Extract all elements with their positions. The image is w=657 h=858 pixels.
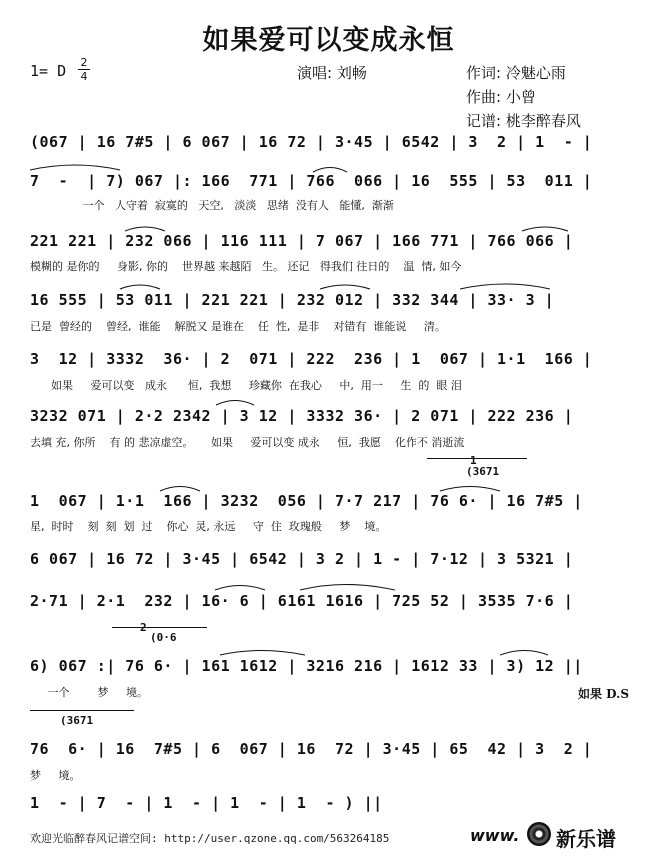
score-line-7-notes: 1 067 | 1·1 166 | 3232 056 | 7·7 217 | 76 6· | 16 7#5 | xyxy=(30,492,583,510)
song-title: 如果爱可以变成永恒 xyxy=(202,25,455,56)
slur-10 xyxy=(440,487,500,492)
score-line-6-lyrics: 去填 充, 你所 有 的 悲凉虚空。 如果 爱可以变 成永 恒, 我愿 化作不 消逝流 xyxy=(30,436,465,449)
score-line-4-lyrics: 已是 曾经的 曾经, 谁能 解脱又 是谁在 任 性, 是非 对错有 谁能说 清。 xyxy=(30,320,446,333)
slur-6 xyxy=(320,285,370,289)
time-signature xyxy=(78,57,90,82)
score-line-10-lyrics: 一个 梦 境。 xyxy=(30,686,148,699)
score-line-3-lyrics: 模糊的 是你的 身影, 你的 世界越 来越陌 生。 还记 得我们 往日的 温 情, 如今 xyxy=(30,260,462,273)
ending-bracket-3 xyxy=(30,710,134,711)
transcriber-credit: 记谱: 桃李醉春风 xyxy=(466,112,581,130)
slur-3 xyxy=(125,227,165,231)
slur-7 xyxy=(460,284,550,289)
score-line-12-notes: 1 - | 7 - | 1 - | 1 - | 1 - ) || xyxy=(30,794,383,812)
ending-1-label: 1 xyxy=(470,454,477,467)
slur-4 xyxy=(522,227,568,231)
record-disc-icon xyxy=(527,822,551,846)
ending-bracket-2 xyxy=(112,627,207,628)
lyricist-credit: 作词: 冷魅心雨 xyxy=(466,64,566,82)
score-line-2-notes: 7 - | 7) 067 |: 166 771 | 766 066 | 16 555 | 53 011 | xyxy=(30,172,593,190)
ending-2-label: 2 xyxy=(140,621,147,634)
ds-marking: 如果 D.S xyxy=(578,687,630,701)
score-line-9-notes: 2·71 | 2·1 232 | 16· 6 | 6161 1616 | 725 52 | 3535 7·6 | xyxy=(30,592,574,610)
score-line-2-lyrics: 一个 人守着 寂寞的 天空, 淡淡 思绪 没有人 能懂, 渐渐 xyxy=(30,199,394,212)
time-signature-top: 2 xyxy=(80,56,88,69)
score-line-11-notes: 76 6· | 16 7#5 | 6 067 | 16 72 | 3·45 | 65 42 | 3 2 | xyxy=(30,740,593,758)
ending-bracket-1 xyxy=(427,458,527,459)
slur-12 xyxy=(300,585,395,591)
score-line-7-lyrics: 星, 时时 刻 刻 划 过 你心 灵, 永远 守 住 玫瑰般 梦 境。 xyxy=(30,520,387,533)
slur-9 xyxy=(160,487,200,492)
time-signature-bottom: 4 xyxy=(80,70,88,83)
score-line-3-notes: 221 221 | 232 066 | 116 111 | 7 067 | 166 771 | 766 066 | xyxy=(30,232,574,250)
key-signature: 1= D xyxy=(30,62,67,80)
score-line-5-lyrics: 如果 爱可以变 成永 恒, 我想 珍藏你 在我心 中, 用一 生 的 眼 泪 xyxy=(30,379,462,392)
ending-2-notes: (0·6 xyxy=(150,631,177,644)
score-line-8-notes: 6 067 | 16 72 | 3·45 | 6542 | 3 2 | 1 - | 7·12 | 3 5321 | xyxy=(30,550,574,568)
footer-link-text: 欢迎光临醉春风记谱空间: http://user.qzone.qq.com/563264185 xyxy=(30,832,390,845)
ending-3-notes: (3671 xyxy=(60,714,94,727)
slur-11 xyxy=(215,586,265,591)
composer-credit: 作曲: 小曾 xyxy=(466,88,536,106)
score-line-10-notes: 6) 067 :| 76 6· | 161 1612 | 3216 216 | 1612 33 | 3) 12 || xyxy=(30,657,583,675)
score-line-1-notes: (067 | 16 7#5 | 6 067 | 16 72 | 3·45 | 6542 | 3 2 | 1 - | xyxy=(30,133,593,151)
slur-14 xyxy=(500,651,548,656)
slur-13 xyxy=(220,651,305,656)
watermark-brand: 新乐谱 xyxy=(556,827,616,851)
score-line-6-notes: 3232 071 | 2·2 2342 | 3 12 | 3332 36· | 2 071 | 222 236 | xyxy=(30,407,574,425)
score-line-4-notes: 16 555 | 53 011 | 221 221 | 232 012 | 332 344 | 33· 3 | xyxy=(30,291,555,309)
slur-1 xyxy=(30,165,120,170)
watermark-www: www. xyxy=(470,826,520,845)
slur-8 xyxy=(216,401,254,406)
slur-5 xyxy=(120,285,160,289)
score-line-11-lyrics: 梦 境。 xyxy=(30,769,81,782)
singer-credit: 演唱: 刘畅 xyxy=(297,64,367,82)
ending-1-notes: (3671 xyxy=(466,465,500,478)
score-line-5-notes: 3 12 | 3332 36· | 2 071 | 222 236 | 1 067 | 1·1 166 | xyxy=(30,350,593,368)
